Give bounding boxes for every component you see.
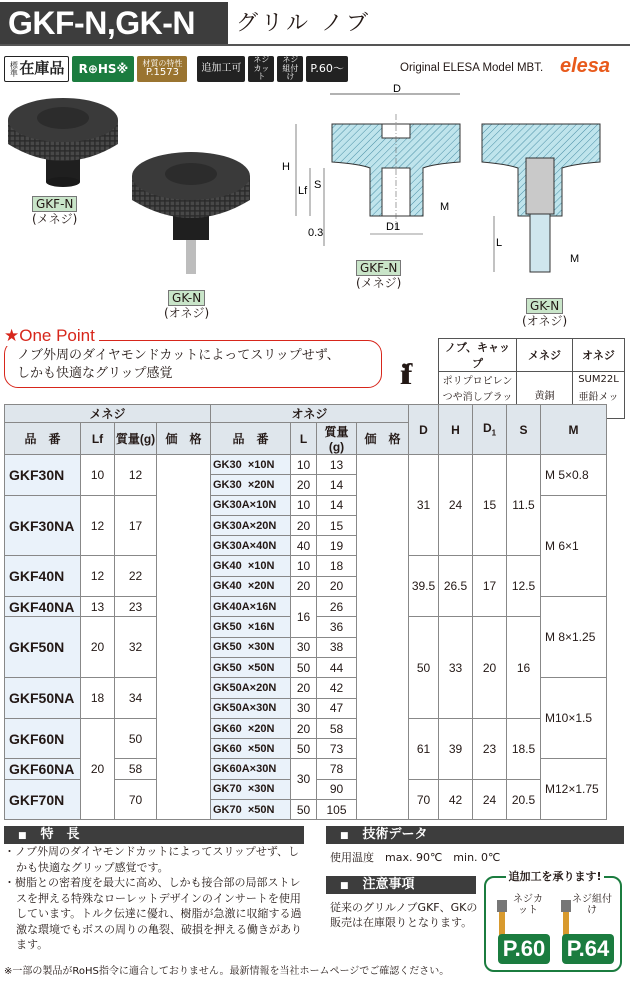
table-row: GKF60N — [5, 718, 81, 759]
gkf-photo-label: GKF-N (メネジ) — [32, 197, 78, 226]
page-badge: P.60〜 — [306, 56, 347, 82]
gkf-drawing-label: GKF-N (メネジ) — [356, 261, 402, 290]
screw-assembly-page-link[interactable]: P.64 — [562, 934, 614, 964]
product-name-title: グリル ノブ — [236, 11, 371, 36]
tap-badge: ネジカット — [248, 56, 274, 82]
tech-data-heading: ■ 技術データ — [326, 826, 624, 844]
one-point-line2: しかも快適なグリップ感覚 — [17, 366, 173, 381]
product-code-title: GKF-N,GK-N — [0, 2, 228, 44]
title-bar — [0, 0, 630, 46]
origin-text: Original ELESA Model MBT. — [400, 62, 544, 74]
badge-row — [4, 56, 348, 82]
table-row: GKF50NA — [5, 678, 81, 719]
dim-d: D — [393, 84, 401, 95]
dim-m2: M — [570, 253, 580, 265]
tech-data-text: 使用温度 max. 90℃ min. 0℃ — [330, 851, 501, 864]
screw-cut-page-link[interactable]: P.60 — [498, 934, 550, 964]
rohs-badge: R⊕HS※ — [72, 56, 134, 82]
gkf-knob-photo — [8, 98, 118, 187]
features-heading: ■ 特 長 — [4, 826, 304, 844]
gkf-section-drawing — [282, 84, 460, 246]
table-row: GKF50N — [5, 617, 81, 678]
caution-text: 従来のグリルノブGKF、GKの販売は在庫限りとなります。 — [330, 901, 478, 929]
screw-assembly-label: ネジ組付け — [572, 894, 612, 916]
dim-s: S — [314, 179, 322, 191]
elesa-logo: elesa — [560, 55, 611, 77]
table-row: GKF60NA — [5, 759, 81, 779]
custom-process-box — [484, 870, 622, 972]
assembly-badge: ネジ組付け — [277, 56, 303, 82]
table-row: GKF30N — [5, 455, 81, 496]
dim-h: H — [282, 161, 290, 173]
custom-process-title: 追加工を承ります! — [506, 870, 604, 884]
extra-process-badge: 追加工可 — [197, 56, 245, 82]
dim-d1: D1 — [386, 221, 401, 233]
material-badge: 材質の特性 P.1573 — [137, 56, 187, 82]
table-row: GKF70N — [5, 779, 81, 820]
gk-drawing-label: GK-N (オネジ) — [522, 299, 568, 328]
one-point-title: ★One Point — [4, 326, 99, 346]
dim-gap: 0.3 — [308, 227, 324, 239]
gk-knob-photo — [132, 152, 250, 274]
spec-table: メネジ オネジ D H $D_1$ S M 品 番 Lf 質量(g) 価 格 品 番 L 質量(g) 価 格 GKF30N 10 12 GK30 ×10N 10 13 31 24 15 11.5 M 5×0.8 GK30 ×20N 20 14 GKF30NA 12 17 GK30A×10N 10 14 M 6×1 GK30A×20N 20 15 GK30A×40N 40 19 GKF40N 12 22 GK40 ×10N 10 18 39.5 26.5 17 12.5 GK40 ×20N 20 20 GKF40NA 13 23 GK40A×16N 16 26 M 8×1.25 GKF50N 20 32 GK50 ×16N 36 50 33 20 16 GK50 ×30N 30 38 GK50 ×50N 50 44 GKF50NA 18 34 GK50A×20N 20 42 M10×1.5 GK50A×30N 30 47 GKF60N 20 50 GK60 ×20N 20 58 61 39 23 18.5 GK60 ×50N 50 73 GKF60NA 58 GK60A×30N 30 78 M12×1.75 GKF70N 70 GK70 ×30N 90 70 42 24 20.5 GK70 ×50N 50 105 — [4, 404, 607, 820]
feature-item: ・ノブ外周のダイヤモンドカットによってスリップせず、しかも快適なグリップ感覚です。 — [4, 845, 300, 874]
stock-badge: 標準 在庫品 — [4, 56, 69, 82]
materials-table: ノブ、キャップ メネジ オネジ ポリプロピレン 黄銅 SUM22L つや消しブラッ 亜鉛メッ — [438, 338, 625, 419]
table-row: GKF40NA — [5, 597, 81, 617]
table-row: GKF30NA — [5, 495, 81, 556]
dim-m: M — [440, 201, 450, 213]
one-point-box — [4, 340, 382, 388]
dim-l: L — [496, 237, 503, 249]
one-point-line1: ノブ外周のダイヤモンドカットによってスリップせず、 — [17, 348, 340, 363]
rohs-footnote: ※一部の製品がRoHS指令に適合しておりません。最新情報を当社ホームページでご確認ください。 — [4, 966, 450, 977]
gk-section-drawing — [482, 124, 600, 272]
screw-cut-label: ネジカット — [513, 894, 543, 916]
table-row: GKF40N — [5, 556, 81, 597]
feature-item: ・樹脂との密着度を最大に高め、しかも接合部の局部ストレスを押える特殊なローレットデザインのインサートを使用しています。トルク伝達に優れ、樹脂が急激に収縮する過激な環境でもボスの周りの亀裂、破損を押える働きがあります。 — [4, 876, 302, 951]
dim-lf: Lf — [298, 185, 308, 197]
caution-heading: ■ 注意事項 — [326, 876, 476, 894]
technical-drawing — [270, 84, 630, 334]
if-logo: if — [400, 358, 407, 391]
gk-photo-label: GK-N (オネジ) — [164, 291, 210, 320]
features-list — [4, 844, 304, 953]
